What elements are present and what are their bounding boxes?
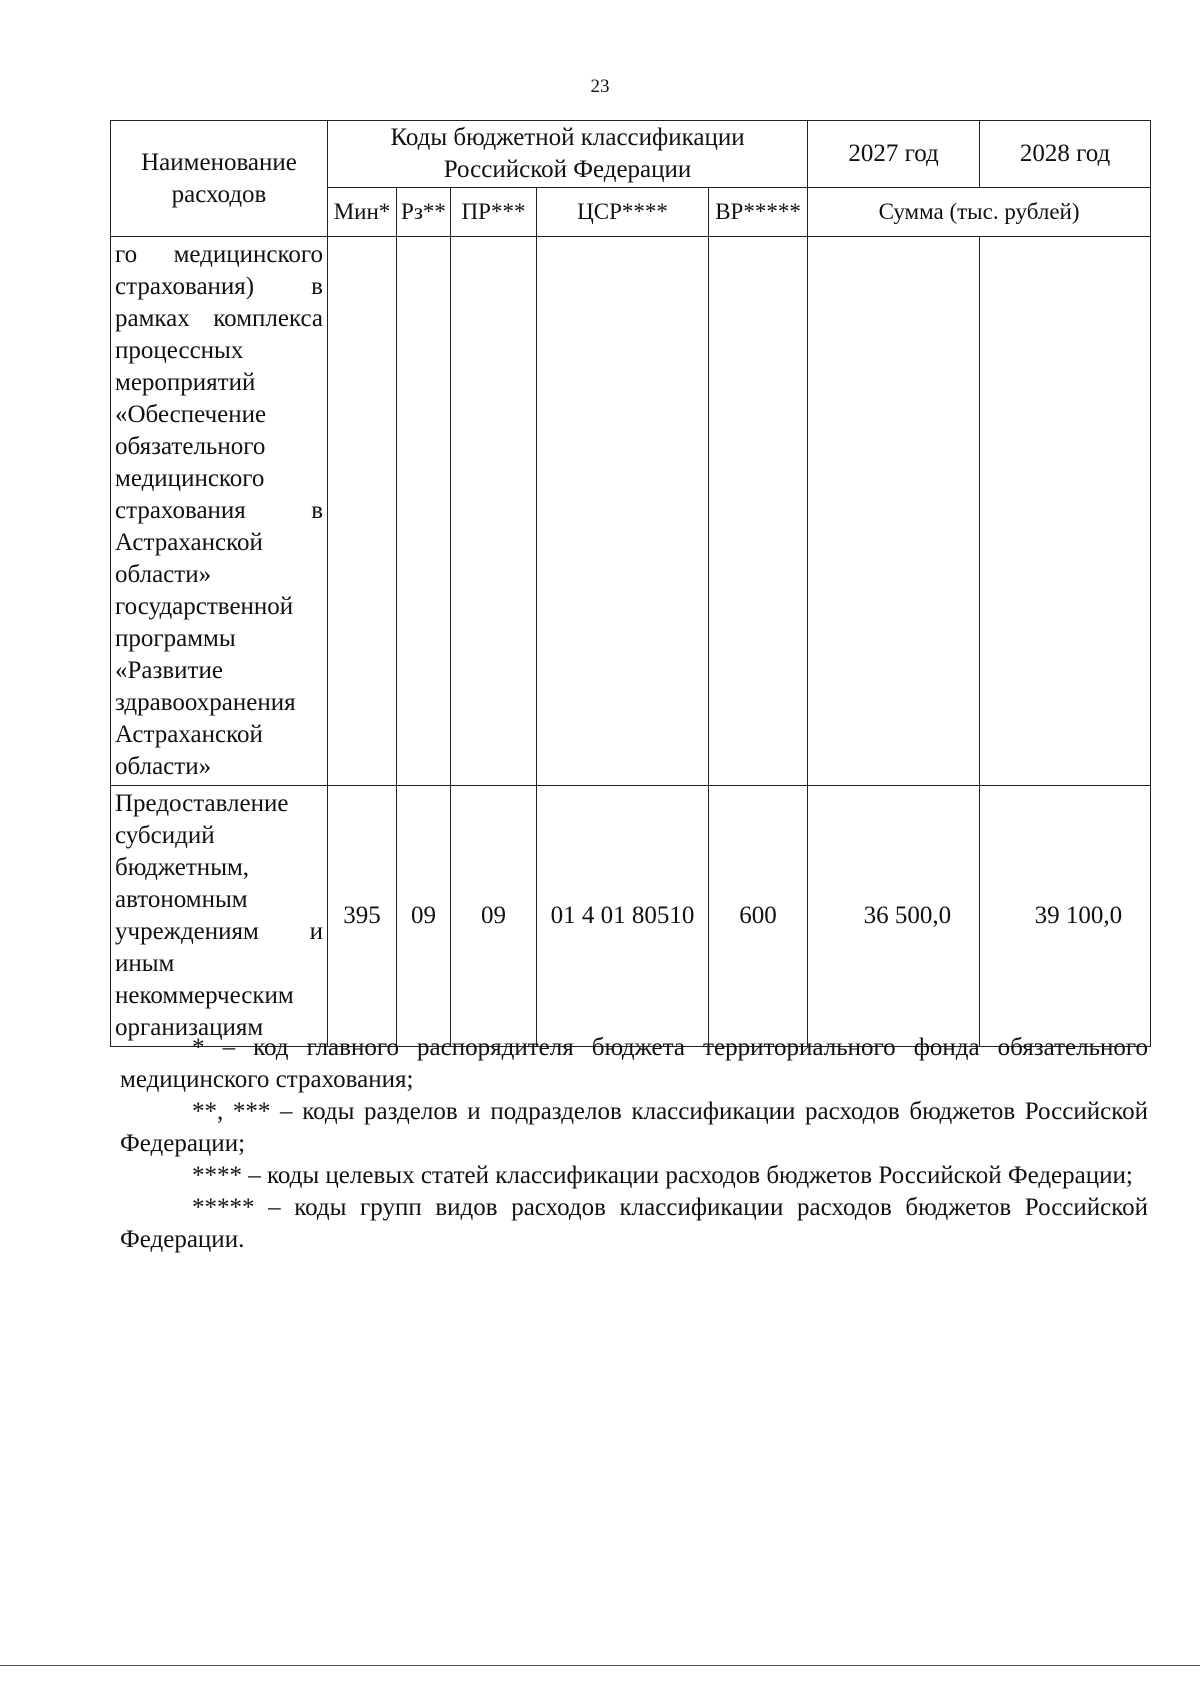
row-pr: [451, 237, 537, 786]
row-min: [328, 237, 397, 786]
header-vr: ВР*****: [709, 188, 808, 237]
table-row: [111, 237, 1151, 786]
header-year-2028: 2028 год: [980, 121, 1151, 188]
footnote: * – код главного распорядителя бюджета территориального фонда обязательного медицинского страхования;: [120, 1034, 1148, 1093]
table-header-row: [111, 121, 1151, 188]
row-rz: 09: [397, 786, 451, 1047]
header-name: Наименование расходов: [111, 121, 328, 237]
row-vr: [709, 237, 808, 786]
table-row: [111, 786, 1151, 1047]
footnote: **** – коды целевых статей классификации расходов бюджетов Российской Федерации;: [192, 1162, 1133, 1189]
header-rz: Рз**: [397, 188, 451, 237]
row-name: Предоставление субсидий бюджетным, автономным учреждениям и иным некоммерческим организациям: [111, 786, 328, 1047]
row-2027: [808, 237, 980, 786]
row-2028: 39 100,0: [980, 786, 1151, 1047]
row-2027: 36 500,0: [808, 786, 980, 1047]
footnote: ***** – коды групп видов расходов классификации расходов бюджетов Российской Федерации.: [120, 1194, 1148, 1253]
header-codes-group: Коды бюджетной классификации Российской Федерации: [328, 121, 808, 188]
header-min: Мин*: [328, 188, 397, 237]
header-csr: ЦСР****: [537, 188, 709, 237]
footnote: **, *** – коды разделов и подразделов классификации расходов бюджетов Российской Федерации;: [120, 1098, 1148, 1157]
header-sum: Сумма (тыс. рублей): [808, 188, 1151, 237]
row-2028: [980, 237, 1151, 786]
row-pr: 09: [451, 786, 537, 1047]
page-number: 23: [590, 76, 610, 97]
row-csr: [537, 237, 709, 786]
row-min: 395: [328, 786, 397, 1047]
header-year-2027: 2027 год: [808, 121, 980, 188]
bottom-rule: [0, 1665, 1200, 1666]
row-csr: 01 4 01 80510: [537, 786, 709, 1047]
budget-table: [110, 120, 1151, 1047]
footnotes: [120, 1032, 1148, 1256]
header-pr: ПР***: [451, 188, 537, 237]
row-name: го медицинского страхования) в рамках комплекса процессных мероприятий «Обеспечение обязательного медицинского страхования в Астраханской области» государственной программы «Развитие здравоохранения Астраханской области»: [111, 237, 328, 786]
row-vr: 600: [709, 786, 808, 1047]
row-rz: [397, 237, 451, 786]
